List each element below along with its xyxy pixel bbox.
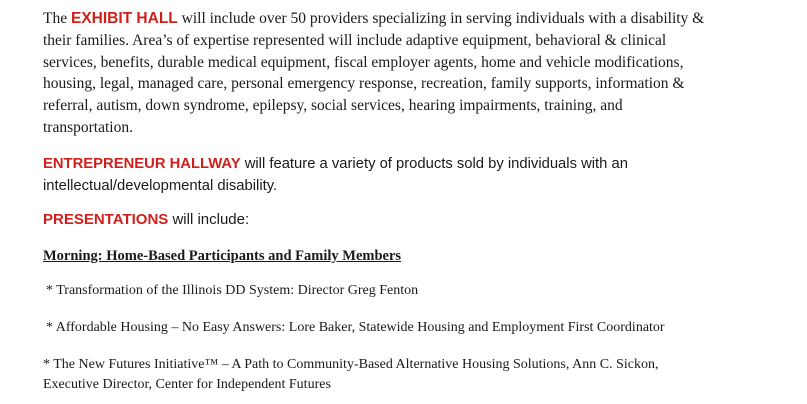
bullet-item: * Transformation of the Illinois DD System: Director Greg Fenton: [46, 283, 419, 298]
bullet-item-line1: * The New Futures Initiative™ – A Path to Community-Based Alternative Housing Solutions, Ann C. Sickon,: [43, 357, 659, 372]
exhibit-hall-paragraph: [43, 8, 704, 139]
presentations-keyword: PRESENTATIONS: [43, 211, 169, 228]
bullet-item: [43, 355, 658, 395]
bullet-item: * Affordable Housing – No Easy Answers: Lore Baker, Statewide Housing and Employment First Coordinator: [46, 320, 665, 335]
exhibit-hall-keyword: EXHIBIT HALL: [70, 10, 178, 27]
exhibit-lead: The: [43, 10, 71, 27]
exhibit-text-line6: transportation.: [43, 118, 133, 136]
entrepreneur-text-line1: will feature a variety of products sold by individuals with an: [240, 156, 628, 172]
entrepreneur-paragraph: [43, 153, 628, 197]
exhibit-text-line1: will include over 50 providers specializing in serving individuals with a disability &: [177, 10, 705, 27]
presentations-paragraph: [43, 209, 249, 230]
presentations-text: will include:: [168, 211, 250, 228]
entrepreneur-text-line2: intellectual/developmental disability.: [43, 178, 278, 194]
bullet-item-line2: Executive Director, Center for Independent Futures: [43, 377, 331, 392]
exhibit-text-line5: referral, autism, down syndrome, epilepsy, social services, hearing impairments, training, and: [43, 97, 623, 115]
exhibit-text-line2: their families. Area’s of expertise represented will include adaptive equipment, behavioral & clinical: [43, 31, 667, 49]
entrepreneur-keyword: ENTREPRENEUR HALLWAY: [43, 156, 241, 172]
morning-heading: Morning: Home-Based Participants and Family Members: [43, 248, 402, 264]
exhibit-text-line3: services, benefits, durable medical equipment, fiscal employer agents, home and vehicle modifications,: [43, 53, 684, 71]
exhibit-text-line4: housing, legal, managed care, personal emergency response, recreation, family supports, information &: [43, 75, 685, 93]
